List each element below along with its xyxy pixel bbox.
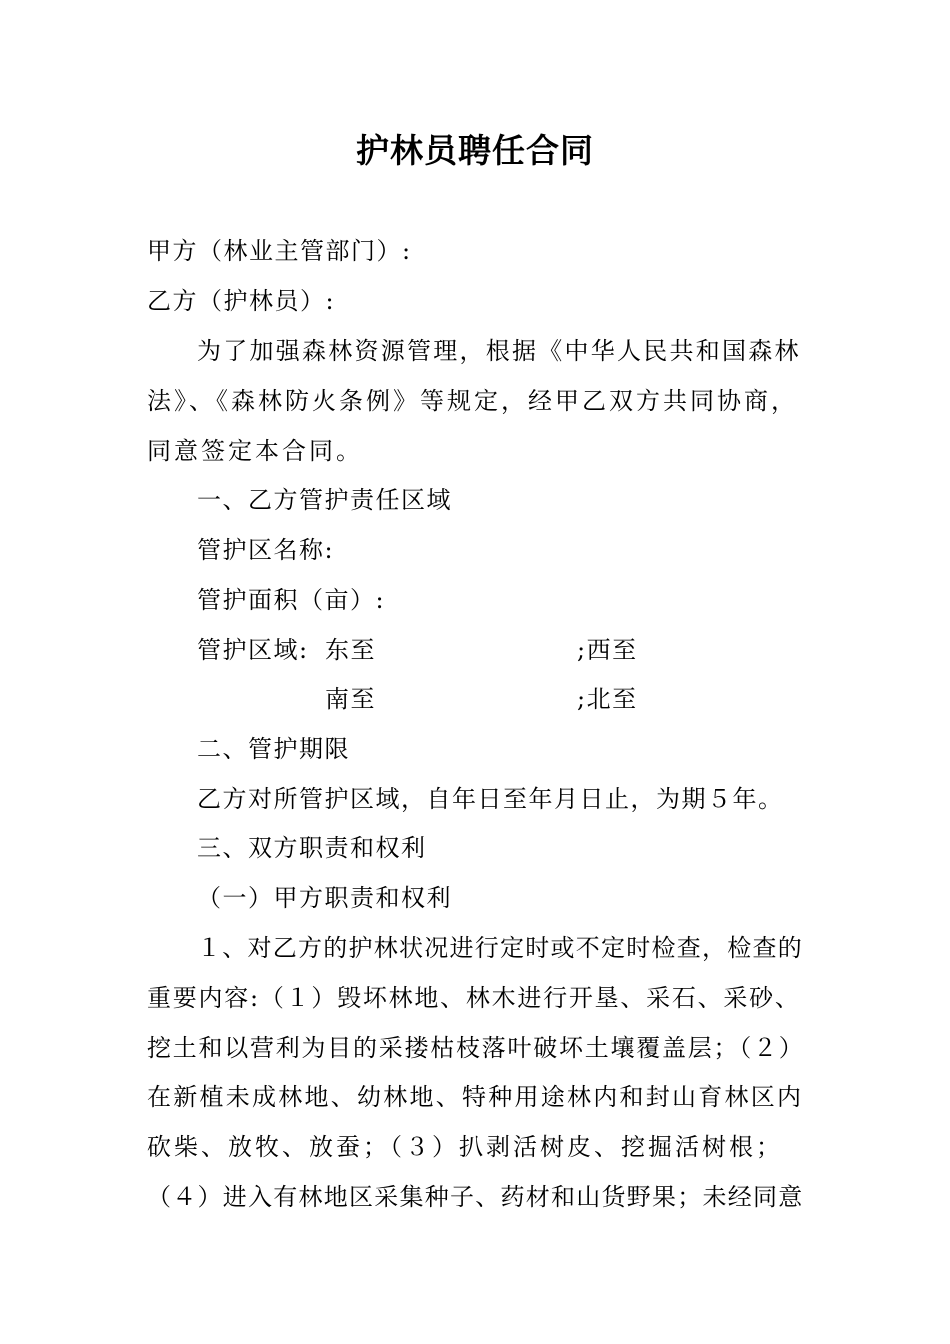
area-size-label: 管护面积（亩）: xyxy=(197,586,386,614)
region-east: 东至 xyxy=(325,636,376,664)
section2-text: 乙方对所管护区域，自年日至年月日止，为期５年。 xyxy=(197,785,784,813)
region-label: 管护区域: xyxy=(197,636,309,664)
section2-heading: 二、管护期限 xyxy=(197,735,350,763)
item1-line-3: 挖土和以营利为目的采搂枯枝落叶破坏土壤覆盖层；（２） xyxy=(147,1034,805,1062)
region-south: 南至 xyxy=(325,685,376,713)
region-west: ;西至 xyxy=(577,636,638,664)
intro-line-2: 法》、《森林防火条例》等规定，经甲乙双方共同协商， xyxy=(147,387,798,415)
section1-heading: 一、乙方管护责任区域 xyxy=(197,486,452,514)
intro-line-3: 同意签定本合同。 xyxy=(147,437,363,465)
item1-line-1: １、对乙方的护林状况进行定时或不定时检查，检查的 xyxy=(197,934,803,962)
document-title: 护林员聘任合同 xyxy=(356,131,594,170)
section3-sub1: （一）甲方职责和权利 xyxy=(197,884,452,912)
party-b-line: 乙方（护林员）: xyxy=(147,287,336,315)
item1-line-2: 重要内容:（１）毁坏林地、林木进行开垦、采石、采砂、 xyxy=(147,984,801,1012)
party-a-line: 甲方（林业主管部门）: xyxy=(147,237,412,265)
item1-line-4: 在新植未成林地、幼林地、特种用途林内和封山育林区内 xyxy=(147,1083,804,1111)
item1-line-6: （４）进入有林地区采集种子、药材和山货野果；未经同意 xyxy=(147,1183,804,1211)
area-name-label: 管护区名称: xyxy=(197,536,335,564)
intro-line-1: 为了加强森林资源管理，根据《中华人民共和国森林 xyxy=(197,337,801,365)
region-north: ;北至 xyxy=(577,685,638,713)
section3-heading: 三、双方职责和权利 xyxy=(197,834,427,862)
item1-line-5: 砍柴、放牧、放蚕；（３）扒剥活树皮、挖掘活树根； xyxy=(147,1133,783,1161)
